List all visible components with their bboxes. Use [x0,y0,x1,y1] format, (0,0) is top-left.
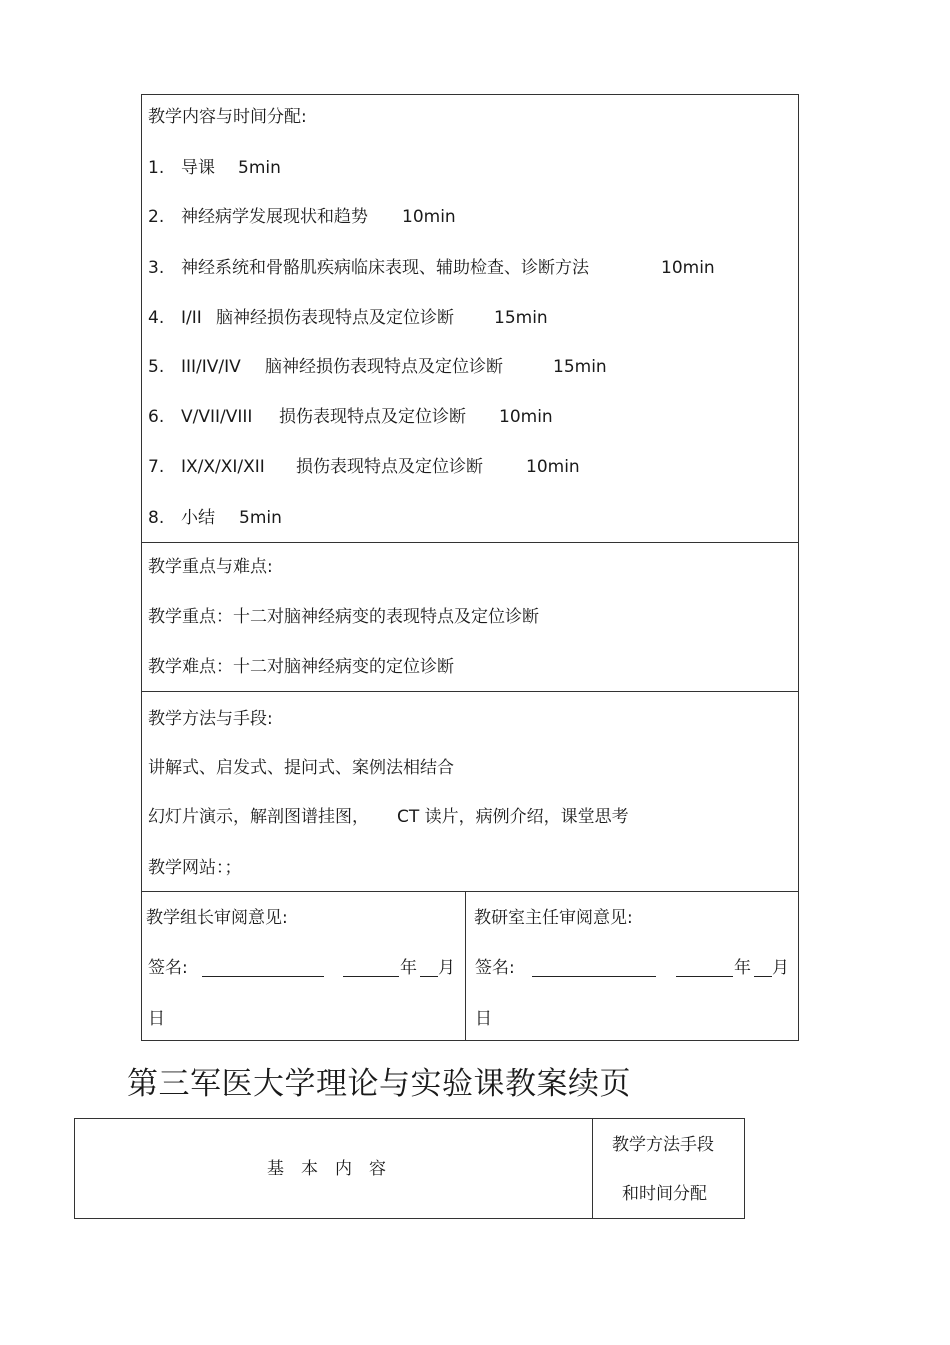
method-header-line2: 和时间分配 [622,1184,707,1204]
item-time: 15min [553,357,607,377]
item-number: 7. [148,457,165,477]
item-time: 10min [661,258,715,278]
row-divider [141,542,799,543]
year-label: 年 [400,958,417,978]
methods-line: 讲解式、启发式、提问式、案例法相结合 [148,758,454,778]
year-blank [343,960,399,977]
row-divider [141,691,799,692]
sign-label: 签名: [148,958,188,978]
item-roman: III/IV/IV [181,357,241,377]
item-number: 2. [148,207,165,227]
item-number: 3. [148,258,165,278]
director-review-heading: 教研室主任审阅意见: [474,908,633,928]
document-title: 第三军医大学理论与实验课教案续页 [127,1066,631,1102]
item-number: 1. [148,158,165,178]
item-time: 5min [239,508,282,528]
item-number: 5. [148,357,165,377]
item-time: 5min [238,158,281,178]
basic-content-header: 基 本 内 容 [267,1159,386,1179]
month-blank [420,960,438,977]
item-roman: I/II [181,308,202,328]
item-number: 6. [148,407,165,427]
day-label: 日 [475,1009,492,1029]
item-title: 神经系统和骨骼肌疾病临床表现、辅助检查、诊断方法 [181,258,589,278]
method-header-line1: 教学方法手段 [612,1135,714,1155]
item-title: 脑神经损伤表现特点及定位诊断 [265,357,503,377]
column-divider [465,891,466,1041]
item-title: 导课 [181,158,215,178]
item-title: 小结 [181,508,215,528]
month-label: 月 [438,958,455,978]
methods-line: 幻灯片演示，解剖图谱挂图， [148,807,369,827]
item-time: 10min [526,457,580,477]
leader-review-heading: 教学组长审阅意见: [146,908,288,928]
focus-heading: 教学重点与难点: [148,557,273,577]
signature-blank [202,960,324,977]
methods-line: CT 读片，病例介绍，课堂思考 [397,807,629,827]
signature-blank [532,960,656,977]
item-time: 10min [402,207,456,227]
item-time: 15min [494,308,548,328]
key-point: 教学重点：十二对脑神经病变的表现特点及定位诊断 [148,607,539,627]
website-line: 教学网站：； [148,858,242,878]
item-title: 损伤表现特点及定位诊断 [296,457,483,477]
item-roman: IX/X/XI/XII [181,457,265,477]
item-number: 8. [148,508,165,528]
year-blank [676,960,733,977]
item-roman: V/VII/VIII [181,407,253,427]
year-label: 年 [734,958,751,978]
day-label: 日 [148,1009,165,1029]
item-title: 脑神经损伤表现特点及定位诊断 [216,308,454,328]
methods-heading: 教学方法与手段: [148,709,273,729]
row-divider [141,891,799,892]
item-time: 10min [499,407,553,427]
schedule-heading: 教学内容与时间分配: [148,107,307,127]
sign-label: 签名: [475,958,515,978]
item-title: 神经病学发展现状和趋势 [181,207,368,227]
difficulty: 教学难点：十二对脑神经病变的定位诊断 [148,657,454,677]
month-label: 月 [772,958,789,978]
column-divider [592,1118,593,1219]
month-blank [754,960,772,977]
item-title: 损伤表现特点及定位诊断 [279,407,466,427]
item-number: 4. [148,308,165,328]
